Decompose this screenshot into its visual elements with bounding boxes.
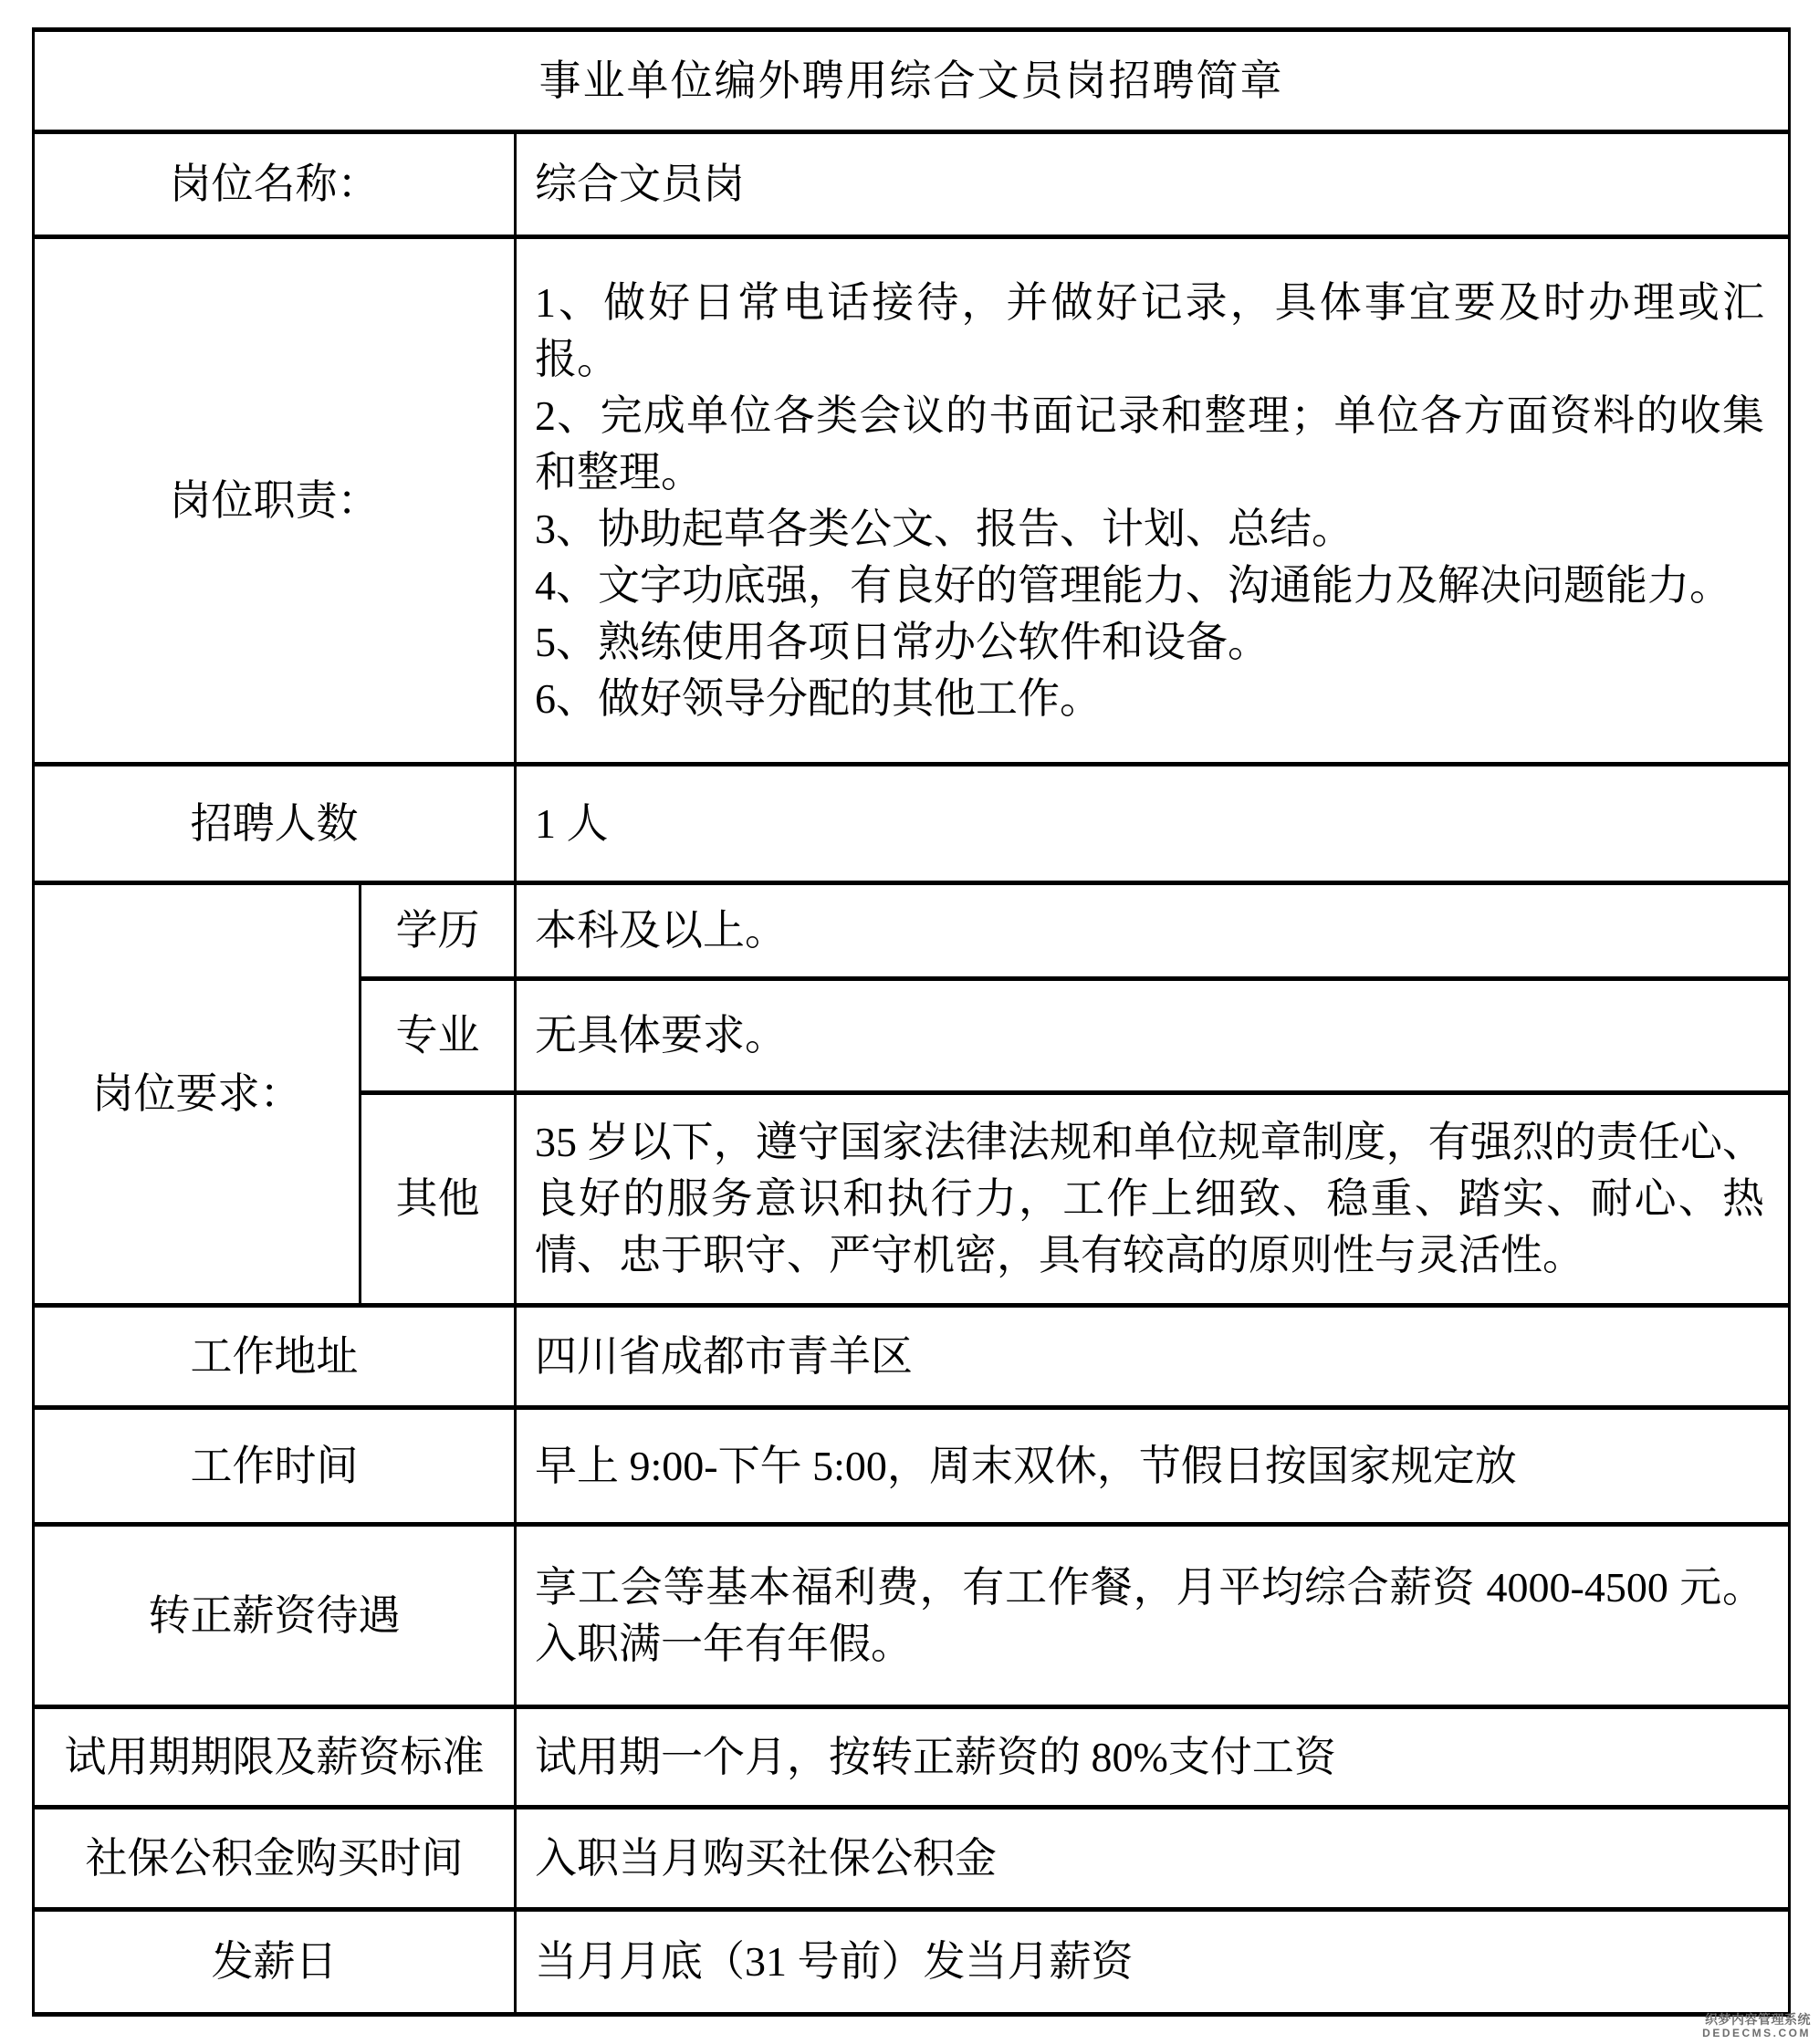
recruitment-table <box>32 27 1791 2017</box>
duty-item-2: 2、完成单位各类会议的书面记录和整理；单位各方面资料的收集和整理。 <box>535 391 1765 495</box>
duty-item-3: 3、协助起草各类公文、报告、计划、总结。 <box>535 505 1354 552</box>
duty-item-6: 6、做好领导分配的其他工作。 <box>535 674 1102 722</box>
row-value-headcount: 1 人 <box>516 765 1790 883</box>
req-sub-value-education: 本科及以上。 <box>516 883 1790 979</box>
row-label-requirements: 岗位要求： <box>34 883 361 1306</box>
req-sub-label-other: 其他 <box>361 1093 516 1306</box>
dedecms-watermark <box>1702 2013 1811 2039</box>
req-sub-label-major: 专业 <box>361 979 516 1093</box>
req-sub-value-other: 35 岁以下，遵守国家法律法规和单位规章制度，有强烈的责任心、良好的服务意识和执行力，工作上细致、稳重、踏实、耐心、热情、忠于职守、严守机密，具有较高的原则性与灵活性。 <box>516 1093 1790 1306</box>
row-label-address: 工作地址 <box>34 1306 516 1408</box>
duty-item-5: 5、熟练使用各项日常办公软件和设备。 <box>535 618 1270 665</box>
row-value-job-title: 综合文员岗 <box>516 132 1790 237</box>
row-label-duties: 岗位职责： <box>34 237 516 765</box>
row-value-address: 四川省成都市青羊区 <box>516 1306 1790 1408</box>
row-label-hours: 工作时间 <box>34 1408 516 1525</box>
watermark-cn-text: 织梦内容管理系统 <box>1705 2012 1811 2027</box>
duties-list <box>516 237 1790 765</box>
watermark-domain-text: DEDECMS.COM <box>1702 2027 1811 2039</box>
req-sub-label-education: 学历 <box>361 883 516 979</box>
row-label-social-security: 社保公积金购买时间 <box>34 1808 516 1910</box>
duty-item-4: 4、文字功底强，有良好的管理能力、沟通能力及解决问题能力。 <box>535 561 1731 609</box>
table-title: 事业单位编外聘用综合文员岗招聘简章 <box>34 30 1790 132</box>
row-label-payday: 发薪日 <box>34 1910 516 2015</box>
row-label-headcount: 招聘人数 <box>34 765 516 883</box>
req-sub-value-major: 无具体要求。 <box>516 979 1790 1093</box>
row-label-probation: 试用期期限及薪资标准 <box>34 1707 516 1808</box>
row-label-salary: 转正薪资待遇 <box>34 1525 516 1707</box>
row-value-social-security: 入职当月购买社保公积金 <box>516 1808 1790 1910</box>
row-value-salary: 享工会等基本福利费，有工作餐，月平均综合薪资 4000-4500 元。入职满一年有年假。 <box>516 1525 1790 1707</box>
duty-item-1: 1、做好日常电话接待，并做好记录，具体事宜要及时办理或汇报。 <box>535 278 1765 382</box>
row-label-job-title: 岗位名称： <box>34 132 516 237</box>
row-value-payday: 当月月底（31 号前）发当月薪资 <box>516 1910 1790 2015</box>
row-value-probation: 试用期一个月，按转正薪资的 80%支付工资 <box>516 1707 1790 1808</box>
row-value-hours: 早上 9:00-下午 5:00，周末双休，节假日按国家规定放 <box>516 1408 1790 1525</box>
